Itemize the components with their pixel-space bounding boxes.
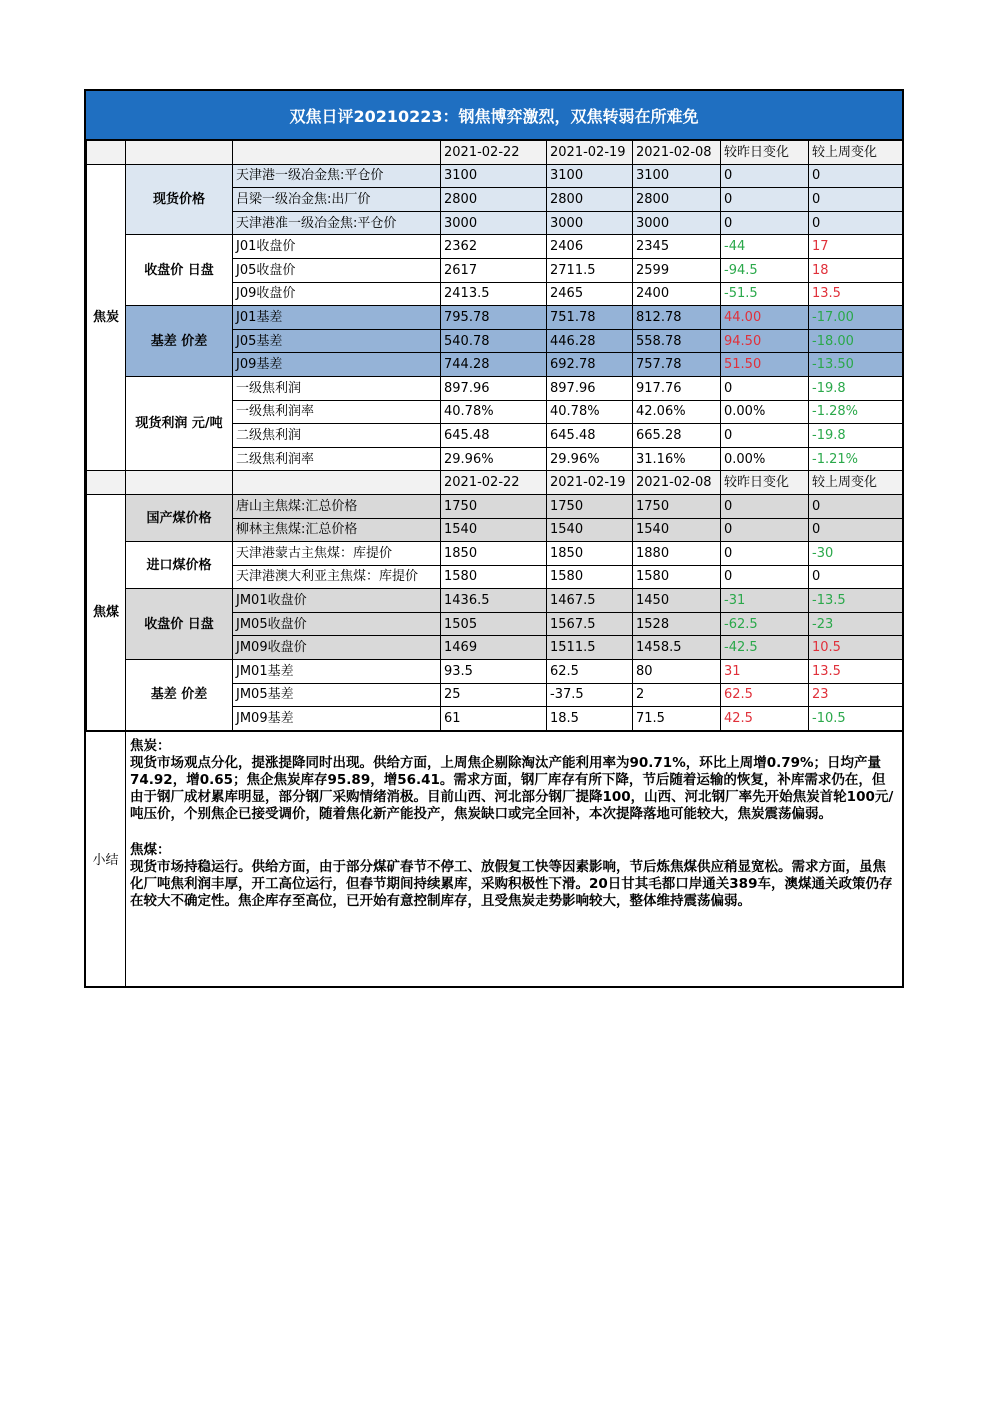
change-cell: 0 [809,164,903,188]
value-cell: 897.96 [441,376,547,400]
change-cell: 23 [809,683,903,707]
table-row [87,494,903,518]
value-cell: 2345 [633,235,721,259]
column-header: 较上周变化 [809,471,903,495]
change-cell: -18.00 [809,329,903,353]
group-label: 收盘价 日盘 [126,235,233,306]
value-cell: 1580 [441,565,547,589]
column-header: 2021-02-22 [441,471,547,495]
value-cell: 812.78 [633,306,721,330]
value-cell: 80 [633,660,721,684]
change-cell: 10.5 [809,636,903,660]
value-cell: 3000 [547,211,633,235]
row-name: 天津港蒙古主焦煤：库提价 [233,542,441,566]
value-cell: 31.16% [633,447,721,471]
change-cell: 13.5 [809,282,903,306]
group-label: 现货价格 [126,164,233,235]
value-cell: 1505 [441,612,547,636]
value-cell: 744.28 [441,353,547,377]
change-cell: -19.8 [809,424,903,448]
change-cell: 0 [721,164,809,188]
summary-text [126,732,902,986]
change-cell: 0 [721,542,809,566]
summary-label: 小结 [86,732,126,986]
value-cell: 1880 [633,542,721,566]
header-blank [87,141,126,165]
value-cell: -37.5 [547,683,633,707]
value-cell: 3100 [547,164,633,188]
value-cell: 29.96% [547,447,633,471]
data-table [86,140,903,731]
change-cell: 62.5 [721,683,809,707]
row-name: 天津港澳大利亚主焦煤：库提价 [233,565,441,589]
value-cell: 446.28 [547,329,633,353]
change-cell: -1.28% [809,400,903,424]
row-name: JM05收盘价 [233,612,441,636]
value-cell: 2362 [441,235,547,259]
value-cell: 1580 [633,565,721,589]
value-cell: 1540 [633,518,721,542]
change-cell: -10.5 [809,707,903,731]
column-header: 2021-02-08 [633,471,721,495]
value-cell: 917.76 [633,376,721,400]
value-cell: 1436.5 [441,589,547,613]
header-blank [87,471,126,495]
value-cell: 1469 [441,636,547,660]
value-cell: 40.78% [441,400,547,424]
row-name: J05基差 [233,329,441,353]
value-cell: 2 [633,683,721,707]
row-name: JM01收盘价 [233,589,441,613]
row-name: 柳林主焦煤:汇总价格 [233,518,441,542]
change-cell: 17 [809,235,903,259]
change-cell: 44.00 [721,306,809,330]
value-cell: 540.78 [441,329,547,353]
change-cell: -62.5 [721,612,809,636]
table-row [87,660,903,684]
value-cell: 42.06% [633,400,721,424]
value-cell: 897.96 [547,376,633,400]
row-name: J01收盘价 [233,235,441,259]
group-label: 进口煤价格 [126,542,233,589]
value-cell: 757.78 [633,353,721,377]
value-cell: 1540 [441,518,547,542]
row-name: 唐山主焦煤:汇总价格 [233,494,441,518]
header-blank [126,141,233,165]
value-cell: 71.5 [633,707,721,731]
row-name: 二级焦利润率 [233,447,441,471]
report-title: 双焦日评20210223：钢焦博弈激烈，双焦转弱在所难免 [86,91,902,140]
row-name: 吕梁一级冶金焦:出厂价 [233,188,441,212]
coal-section-label: 焦煤 [87,494,126,730]
change-cell: -42.5 [721,636,809,660]
value-cell: 645.48 [441,424,547,448]
change-cell: 0 [721,424,809,448]
value-cell: 1528 [633,612,721,636]
value-cell: 2800 [633,188,721,212]
table-row [87,542,903,566]
change-cell: 0 [721,518,809,542]
change-cell: -17.00 [809,306,903,330]
row-name: 天津港准一级冶金焦:平仓价 [233,211,441,235]
change-cell: 0.00% [721,400,809,424]
row-name: 一级焦利润率 [233,400,441,424]
row-name: JM01基差 [233,660,441,684]
table-row [87,235,903,259]
coke-header-row [87,141,903,165]
value-cell: 1567.5 [547,612,633,636]
value-cell: 1450 [633,589,721,613]
value-cell: 61 [441,707,547,731]
value-cell: 751.78 [547,306,633,330]
change-cell: 0 [721,494,809,518]
value-cell: 2711.5 [547,258,633,282]
change-cell: -31 [721,589,809,613]
row-name: J09收盘价 [233,282,441,306]
value-cell: 29.96% [441,447,547,471]
table-row [87,376,903,400]
row-name: J05收盘价 [233,258,441,282]
table-row [87,164,903,188]
change-cell: -30 [809,542,903,566]
change-cell: -19.8 [809,376,903,400]
change-cell: 0 [721,211,809,235]
column-header [233,141,441,165]
column-header: 2021-02-19 [547,141,633,165]
change-cell: 0 [721,188,809,212]
value-cell: 2800 [441,188,547,212]
value-cell: 1540 [547,518,633,542]
change-cell: 18 [809,258,903,282]
value-cell: 3100 [441,164,547,188]
change-cell: -23 [809,612,903,636]
value-cell: 62.5 [547,660,633,684]
column-header: 较上周变化 [809,141,903,165]
change-cell: -94.5 [721,258,809,282]
report-sheet [84,89,904,988]
value-cell: 2413.5 [441,282,547,306]
value-cell: 1467.5 [547,589,633,613]
value-cell: 2599 [633,258,721,282]
change-cell: 0.00% [721,447,809,471]
value-cell: 1458.5 [633,636,721,660]
change-cell: 0 [809,188,903,212]
row-name: J09基差 [233,353,441,377]
change-cell: 0 [809,211,903,235]
coke-summary-heading: 焦炭： [130,737,171,754]
group-label: 基差 价差 [126,306,233,377]
value-cell: 2465 [547,282,633,306]
group-label: 收盘价 日盘 [126,589,233,660]
column-header [233,471,441,495]
value-cell: 93.5 [441,660,547,684]
row-name: 一级焦利润 [233,376,441,400]
column-header: 较昨日变化 [721,471,809,495]
value-cell: 1750 [547,494,633,518]
group-label: 基差 价差 [126,660,233,731]
value-cell: 1511.5 [547,636,633,660]
value-cell: 2400 [633,282,721,306]
value-cell: 645.48 [547,424,633,448]
column-header: 2021-02-19 [547,471,633,495]
change-cell: 94.50 [721,329,809,353]
value-cell: 665.28 [633,424,721,448]
value-cell: 692.78 [547,353,633,377]
value-cell: 1850 [441,542,547,566]
value-cell: 1750 [633,494,721,518]
coke-summary-body: 现货市场观点分化，提涨提降同时出现。供给方面，上周焦企剔除淘汰产能利用率为90.71%，环比上周增0.79%；日均产量74.92，增0.65；焦企焦炭库存95.89，增56.41。需求方面，钢厂库存有所下降，节后随着运输的恢复，补库需求仍在，但由于钢厂成材累库明显，部分钢厂采购情绪消极。目前山西、河北部分钢厂提降100，山西、河北钢厂率先开始焦炭首轮100元/吨压价，个别焦企已接受调价，随着焦化新产能投产，焦炭缺口或完全回补，本次提降落地可能较大，焦炭震荡偏弱。 [130,754,894,822]
column-header: 较昨日变化 [721,141,809,165]
column-header: 2021-02-22 [441,141,547,165]
change-cell: 0 [809,518,903,542]
change-cell: 0 [721,565,809,589]
change-cell: -1.21% [809,447,903,471]
row-name: JM05基差 [233,683,441,707]
value-cell: 1580 [547,565,633,589]
row-name: 二级焦利润 [233,424,441,448]
group-label: 国产煤价格 [126,494,233,541]
change-cell: 42.5 [721,707,809,731]
coal-summary-body: 现货市场持稳运行。供给方面，由于部分煤矿春节不停工、放假复工快等因素影响，节后炼焦煤供应稍显宽松。需求方面，虽焦化厂吨焦利润丰厚，开工高位运行，但春节期间持续累库，采购积极性下滑。20日甘其毛都口岸通关389车，澳煤通关政策仍存在较大不确定性。焦企库存至高位，已开始有意控制库存，且受焦炭走势影响较大，整体维持震荡偏弱。 [130,858,893,909]
group-label: 现货利润 元/吨 [126,376,233,470]
value-cell: 2800 [547,188,633,212]
value-cell: 3100 [633,164,721,188]
change-cell: -51.5 [721,282,809,306]
value-cell: 25 [441,683,547,707]
row-name: JM09收盘价 [233,636,441,660]
coke-section-label: 焦炭 [87,164,126,471]
change-cell: -13.50 [809,353,903,377]
change-cell: 0 [809,565,903,589]
value-cell: 40.78% [547,400,633,424]
change-cell: 0 [809,494,903,518]
value-cell: 3000 [633,211,721,235]
row-name: 天津港一级冶金焦:平仓价 [233,164,441,188]
change-cell: 0 [721,376,809,400]
change-cell: 31 [721,660,809,684]
coal-header-row [87,471,903,495]
header-blank [126,471,233,495]
value-cell: 1750 [441,494,547,518]
value-cell: 795.78 [441,306,547,330]
coal-summary-heading: 焦煤： [130,841,171,858]
value-cell: 3000 [441,211,547,235]
summary-section [86,731,902,986]
change-cell: 51.50 [721,353,809,377]
row-name: J01基差 [233,306,441,330]
change-cell: -44 [721,235,809,259]
value-cell: 2406 [547,235,633,259]
change-cell: -13.5 [809,589,903,613]
value-cell: 18.5 [547,707,633,731]
row-name: JM09基差 [233,707,441,731]
value-cell: 1850 [547,542,633,566]
column-header: 2021-02-08 [633,141,721,165]
value-cell: 558.78 [633,329,721,353]
change-cell: 13.5 [809,660,903,684]
table-row [87,589,903,613]
value-cell: 2617 [441,258,547,282]
table-row [87,306,903,330]
